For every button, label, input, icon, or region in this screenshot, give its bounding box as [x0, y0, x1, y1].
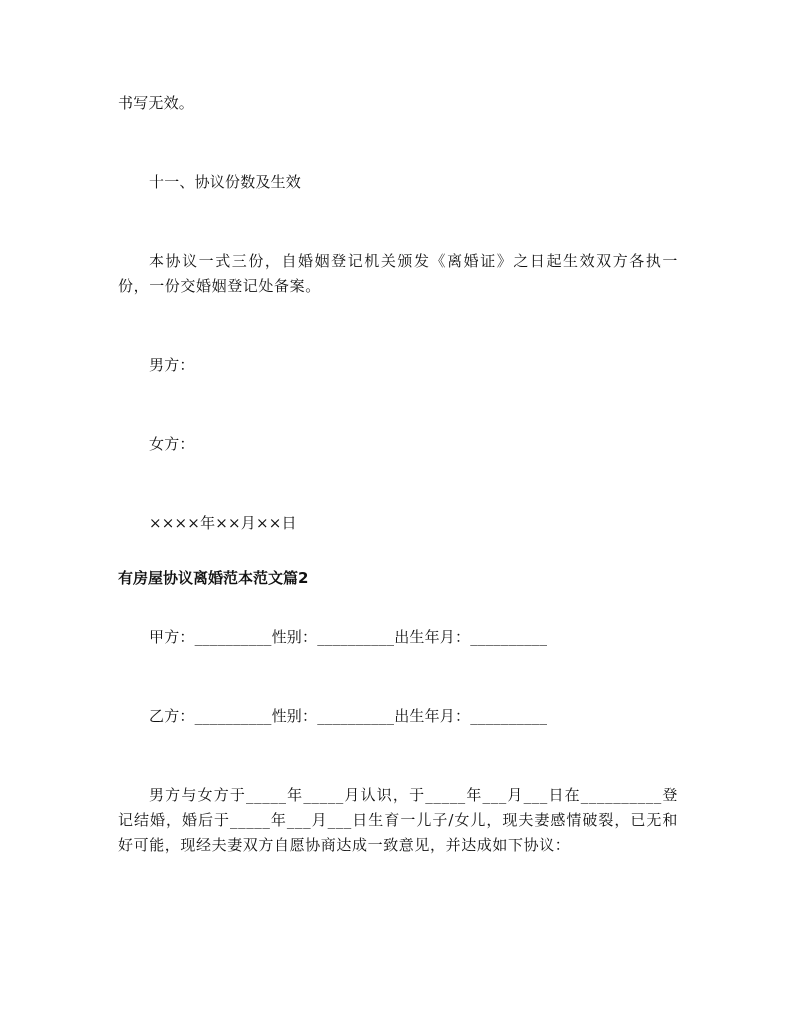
intro-paragraph: 男方与女方于_____年_____月认识，于_____年___月___日在__________登记结婚，婚后于_____年___月___日生育一儿子/女儿，现夫妻感情破裂，已无和好可能，现经夫妻双方自愿协商达成一致意见，并达成如下协议： [118, 786, 678, 854]
party-b-line: 乙方：__________性别：__________出生年月：__________ [149, 707, 548, 725]
article-heading: 有房屋协议离婚范本范文篇2 [118, 569, 309, 587]
date-line: ××××年××月××日 [149, 514, 297, 532]
party-a-line: 甲方：__________性别：__________出生年月：__________ [149, 628, 548, 646]
male-signature-label: 男方： [149, 356, 195, 374]
section-title: 十一、协议份数及生效 [149, 173, 302, 191]
previous-clause-ending: 书写无效。 [118, 94, 195, 112]
female-signature-label: 女方： [149, 435, 195, 453]
section-paragraph: 本协议一式三份，自婚姻登记机关颁发《离婚证》之日起生效双方各执一份，一份交婚姻登记处备案。 [118, 252, 678, 295]
